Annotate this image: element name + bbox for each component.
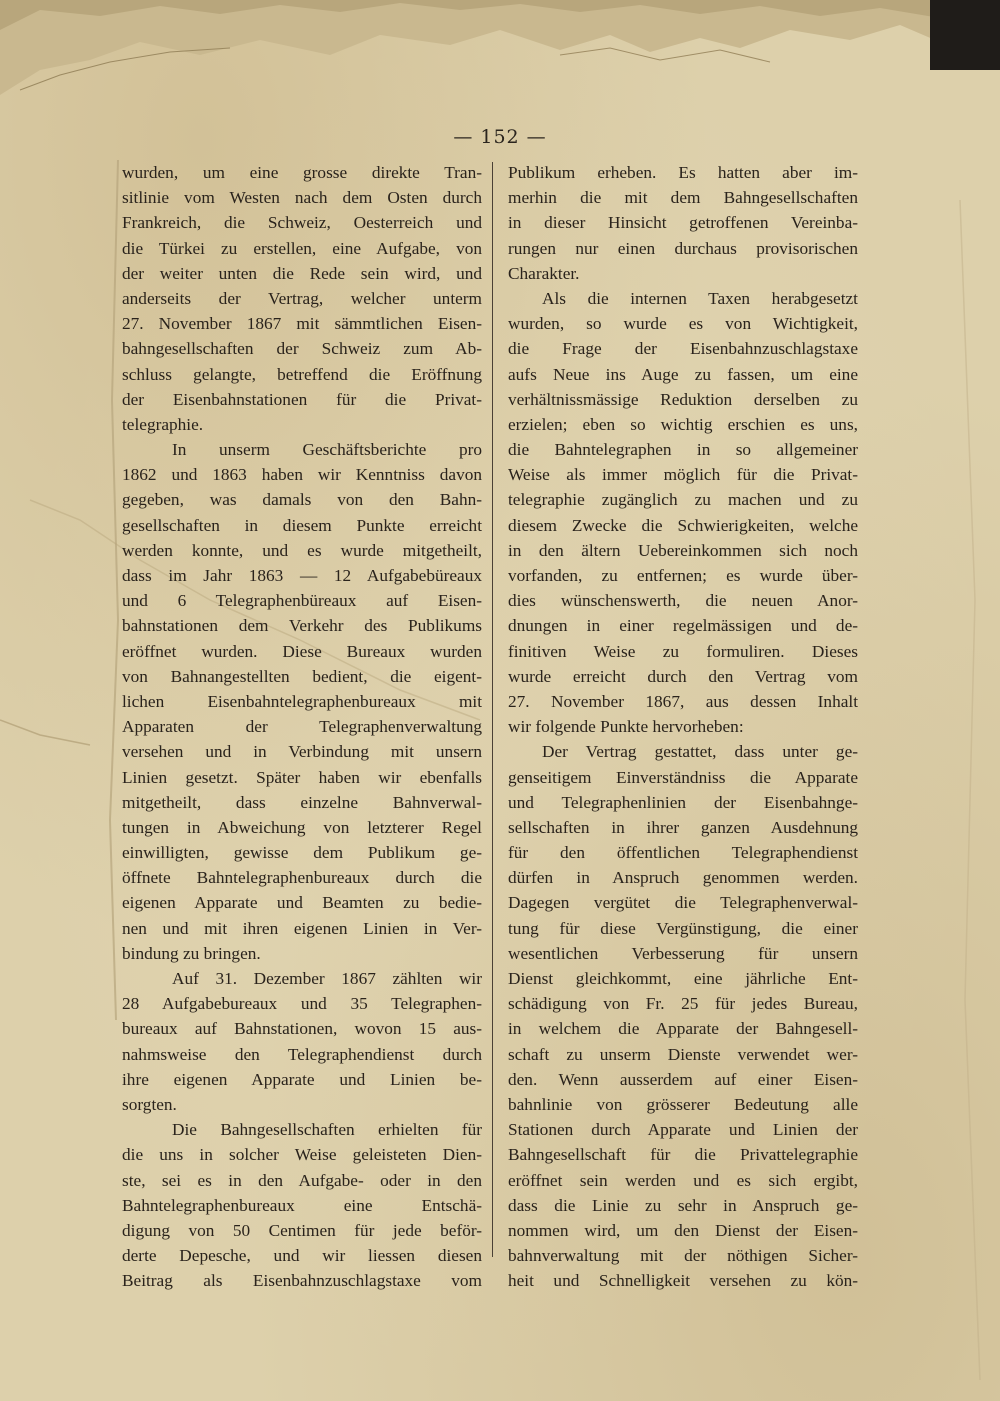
- text-line: versehen und in Verbindung mit unsern: [122, 742, 482, 762]
- text-line: werden konnte, und es wurde mitgetheilt,: [122, 540, 482, 560]
- text-line: eröffnet wurden. Diese Bureaux wurden: [122, 641, 482, 661]
- text-line: derte Depesche, und wir liessen diesen: [122, 1246, 482, 1266]
- text-line: für den öffentlichen Telegraphendienst: [508, 843, 858, 863]
- text-line: Dagegen vergütet die Telegraphenverwal-: [508, 893, 858, 913]
- page-number: — 152 —: [453, 126, 547, 148]
- text-line: Stationen durch Apparate und Linien der: [508, 1120, 858, 1140]
- text-line: tung für diese Vergünstigung, die einer: [508, 918, 858, 938]
- text-line: nahmsweise den Telegraphendienst durch: [122, 1044, 482, 1064]
- text-line: eröffnet sein werden und es sich ergibt,: [508, 1170, 858, 1190]
- text-line: gesellschaften in diesem Punkte erreicht: [122, 515, 482, 535]
- text-line: öffnete Bahntelegraphenbureaux durch die: [122, 868, 482, 888]
- text-line: in den ältern Uebereinkommen sich noch: [508, 540, 858, 560]
- text-line: nen und mit ihren eigenen Linien in Ver-: [122, 918, 482, 938]
- text-line: ihre eigenen Apparate und Linien be-: [122, 1069, 482, 1089]
- text-line: in dieser Hinsicht getroffenen Vereinba-: [508, 213, 858, 233]
- text-line: wurden, so wurde es von Wichtigkeit,: [508, 314, 858, 334]
- paragraph-start-line: Als die internen Taxen herabgesetzt: [542, 288, 858, 308]
- text-line: 27. November 1867, aus dessen Inhalt: [508, 691, 858, 711]
- text-line: einwilligten, gewisse dem Publikum ge-: [122, 843, 482, 863]
- text-line: bahnverwaltung mit der nöthigen Sicher-: [508, 1246, 858, 1266]
- text-line: schaft zu unserm Dienste verwendet wer-: [508, 1044, 858, 1064]
- text-line: mitgetheilt, dass einzelne Bahnverwal-: [122, 792, 482, 812]
- text-line: wir folgende Punkte hervorheben:: [508, 717, 744, 737]
- text-line: 27. November 1867 mit sämmtlichen Eisen-: [122, 314, 482, 334]
- text-line: erzielen; eben so wichtig erschien es uns,: [508, 414, 858, 434]
- text-line: die uns in solcher Weise geleisteten Dien-: [122, 1145, 482, 1165]
- text-line: die Frage der Eisenbahnzuschlagstaxe: [508, 339, 858, 359]
- text-line: aufs Neue ins Auge zu fassen, um eine: [508, 364, 858, 384]
- text-line: Beitrag als Eisenbahnzuschlagstaxe vom: [122, 1271, 482, 1291]
- text-line: bindung zu bringen.: [122, 943, 261, 963]
- text-line: bahnstationen dem Verkehr des Publikums: [122, 616, 482, 636]
- text-line: finitiven Weise zu formuliren. Dieses: [508, 641, 858, 661]
- paragraph-start-line: Die Bahngesellschaften erhielten für: [172, 1120, 482, 1140]
- text-line: sitlinie vom Westen nach dem Osten durch: [122, 188, 482, 208]
- text-line: heit und Schnelligkeit versehen zu kön-: [508, 1271, 858, 1291]
- text-line: sellschaften in ihrer ganzen Ausdehnung: [508, 817, 858, 837]
- text-line: und Telegraphenlinien der Eisenbahnge-: [508, 792, 858, 812]
- text-line: Dienst gleichkommt, eine jährliche Ent-: [508, 969, 858, 988]
- paragraph-start-line: Der Vertrag gestattet, dass unter ge-: [542, 742, 858, 762]
- text-line: Bahntelegraphenbureaux eine Entschä-: [122, 1195, 482, 1215]
- text-line: den. Wenn ausserdem auf einer Eisen-: [508, 1069, 858, 1089]
- text-line: Weise als immer möglich für die Privat-: [508, 465, 858, 485]
- paragraph-start-line: Auf 31. Dezember 1867 zählten wir: [172, 969, 482, 988]
- text-line: verhältnissmässige Reduktion derselben zu: [508, 389, 858, 409]
- text-line: tungen in Abweichung von letzterer Regel: [122, 817, 482, 837]
- text-line: digung von 50 Centimen für jede beför-: [122, 1220, 482, 1240]
- text-line: die Bahntelegraphen in so allgemeiner: [508, 440, 858, 460]
- text-line: die Türkei zu erstellen, eine Aufgabe, von: [122, 238, 482, 258]
- text-line: telegraphie.: [122, 414, 204, 434]
- text-line: Linien gesetzt. Später haben wir ebenfalls: [122, 767, 482, 787]
- text-line: dass im Jahr 1863 — 12 Aufgabebüreaux: [122, 566, 482, 585]
- text-line: telegraphie zugänglich zu machen und zu: [508, 490, 858, 510]
- text-line: ste, sei es in den Aufgabe- oder in den: [122, 1170, 482, 1190]
- text-line: 28 Aufgabebureaux und 35 Telegraphen-: [122, 994, 482, 1014]
- text-line: anderseits der Vertrag, welcher unterm: [122, 288, 482, 308]
- text-line: lichen Eisenbahntelegraphenbureaux mit: [122, 691, 482, 711]
- text-line: genseitigem Einverständniss die Apparate: [508, 767, 858, 787]
- right-column: [508, 160, 858, 1293]
- text-line: in welchem die Apparate der Bahngesell-: [508, 1019, 858, 1039]
- text-line: wesentlichen Verbesserung für unsern: [508, 943, 858, 963]
- left-column: [122, 160, 482, 1293]
- text-line: rungen nur einen durchaus provisorischen: [508, 238, 858, 258]
- text-line: der weiter unten die Rede sein wird, und: [122, 263, 482, 283]
- text-line: dürfen in Anspruch genommen werden.: [508, 868, 858, 888]
- text-line: bahnlinie von grösserer Bedeutung alle: [508, 1094, 858, 1114]
- text-line: 1862 und 1863 haben wir Kenntniss davon: [122, 465, 482, 485]
- text-line: schluss gelangte, betreffend die Eröffnung: [122, 364, 482, 384]
- text-line: und 6 Telegraphenbüreaux auf Eisen-: [122, 591, 482, 611]
- text-line: vorfanden, zu entfernen; es wurde über-: [508, 566, 858, 585]
- text-line: eigenen Apparate und Beamten zu bedie-: [122, 893, 482, 913]
- text-line: der Eisenbahnstationen für die Privat-: [122, 389, 482, 409]
- text-line: von Bahnangestellten bedient, die eigent-: [122, 666, 482, 686]
- text-line: diesem Zwecke die Schwierigkeiten, welche: [508, 515, 858, 535]
- text-line: dnungen in einer regelmässigen und de-: [508, 616, 858, 636]
- text-line: Frankreich, die Schweiz, Oesterreich und: [122, 213, 482, 233]
- paragraph-start-line: In unserm Geschäftsberichte pro: [172, 440, 482, 460]
- text-line: bahngesellschaften der Schweiz zum Ab-: [122, 339, 482, 359]
- text-line: Charakter.: [508, 263, 580, 283]
- text-line: schädigung von Fr. 25 für jedes Bureau,: [508, 994, 858, 1014]
- text-line: nommen wird, um den Dienst der Eisen-: [508, 1220, 858, 1240]
- text-line: merhin die mit dem Bahngesellschaften: [508, 188, 858, 208]
- text-line: wurde erreicht durch den Vertrag vom: [508, 666, 858, 686]
- text-line: Apparaten der Telegraphenverwaltung: [122, 717, 482, 737]
- text-line: Publikum erheben. Es hatten aber im-: [508, 163, 858, 182]
- text-line: dass die Linie zu sehr in Anspruch ge-: [508, 1195, 858, 1215]
- text-line: bureaux auf Bahnstationen, wovon 15 aus-: [122, 1019, 482, 1039]
- text-line: sorgten.: [122, 1094, 177, 1114]
- text-line: dies wünschenswerth, die neuen Anor-: [508, 591, 858, 611]
- text-line: gegeben, was damals von den Bahn-: [122, 490, 482, 510]
- column-divider: [492, 162, 493, 1257]
- text-line: wurden, um eine grosse direkte Tran-: [122, 163, 482, 182]
- text-line: Bahngesellschaft für die Privattelegraphie: [508, 1145, 858, 1165]
